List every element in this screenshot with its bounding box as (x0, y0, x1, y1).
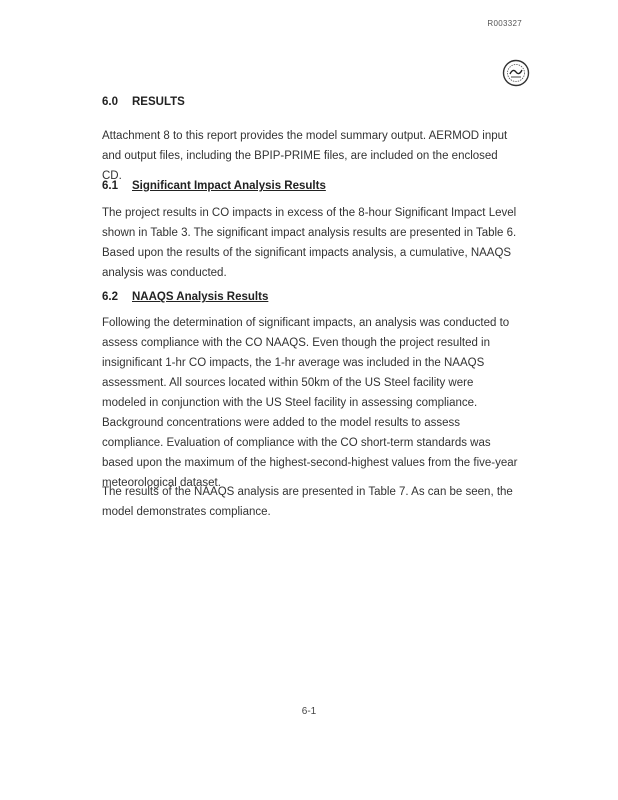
subsection-heading-6-2 (102, 291, 268, 303)
subsection-6-2-paragraph-1: Following the determination of significant impacts, an analysis was conducted to assess compliance with the CO NAAQS. Even though the project resulted in insignificant 1-hr CO impacts, the 1-hr average was included in the NAAQS assessment. All sources located within 50km of the US Steel facility were modeled in conjunction with the US Steel facility in assessing compliance. Background concentrations were added to the model results to assess compliance. Evaluation of compliance with the CO short-term standards was based upon the maximum of the highest-second-highest values from the five-year meteorological dataset. (102, 317, 518, 489)
subsection-number: 6.1 (102, 180, 118, 192)
document-id: R003327 (487, 19, 522, 28)
section-title: RESULTS (132, 96, 185, 108)
subsection-title: Significant Impact Analysis Results (132, 180, 326, 192)
page-number: 6-1 (301, 706, 317, 717)
subsection-title: NAAQS Analysis Results (132, 291, 269, 303)
subsection-number: 6.2 (102, 291, 118, 303)
subsection-6-2-paragraph-2: The results of the NAAQS analysis are presented in Table 7. As can be seen, the model demonstrates compliance. (102, 486, 513, 518)
subsection-6-1-paragraph: The project results in CO impacts in excess of the 8-hour Significant Impact Level shown in Table 3. The significant impact analysis results are presented in Table 6. Based upon the results of the significant impacts analysis, a cumulative, NAAQS analysis was conducted. (102, 207, 517, 279)
section-number: 6.0 (102, 96, 118, 108)
section-heading (102, 96, 185, 108)
agency-seal-icon (502, 59, 530, 87)
subsection-heading-6-1 (102, 180, 326, 192)
section-paragraph: Attachment 8 to this report provides the model summary output. AERMOD input and output files, including the BPIP-PRIME files, are included on the enclosed CD. (102, 130, 508, 182)
